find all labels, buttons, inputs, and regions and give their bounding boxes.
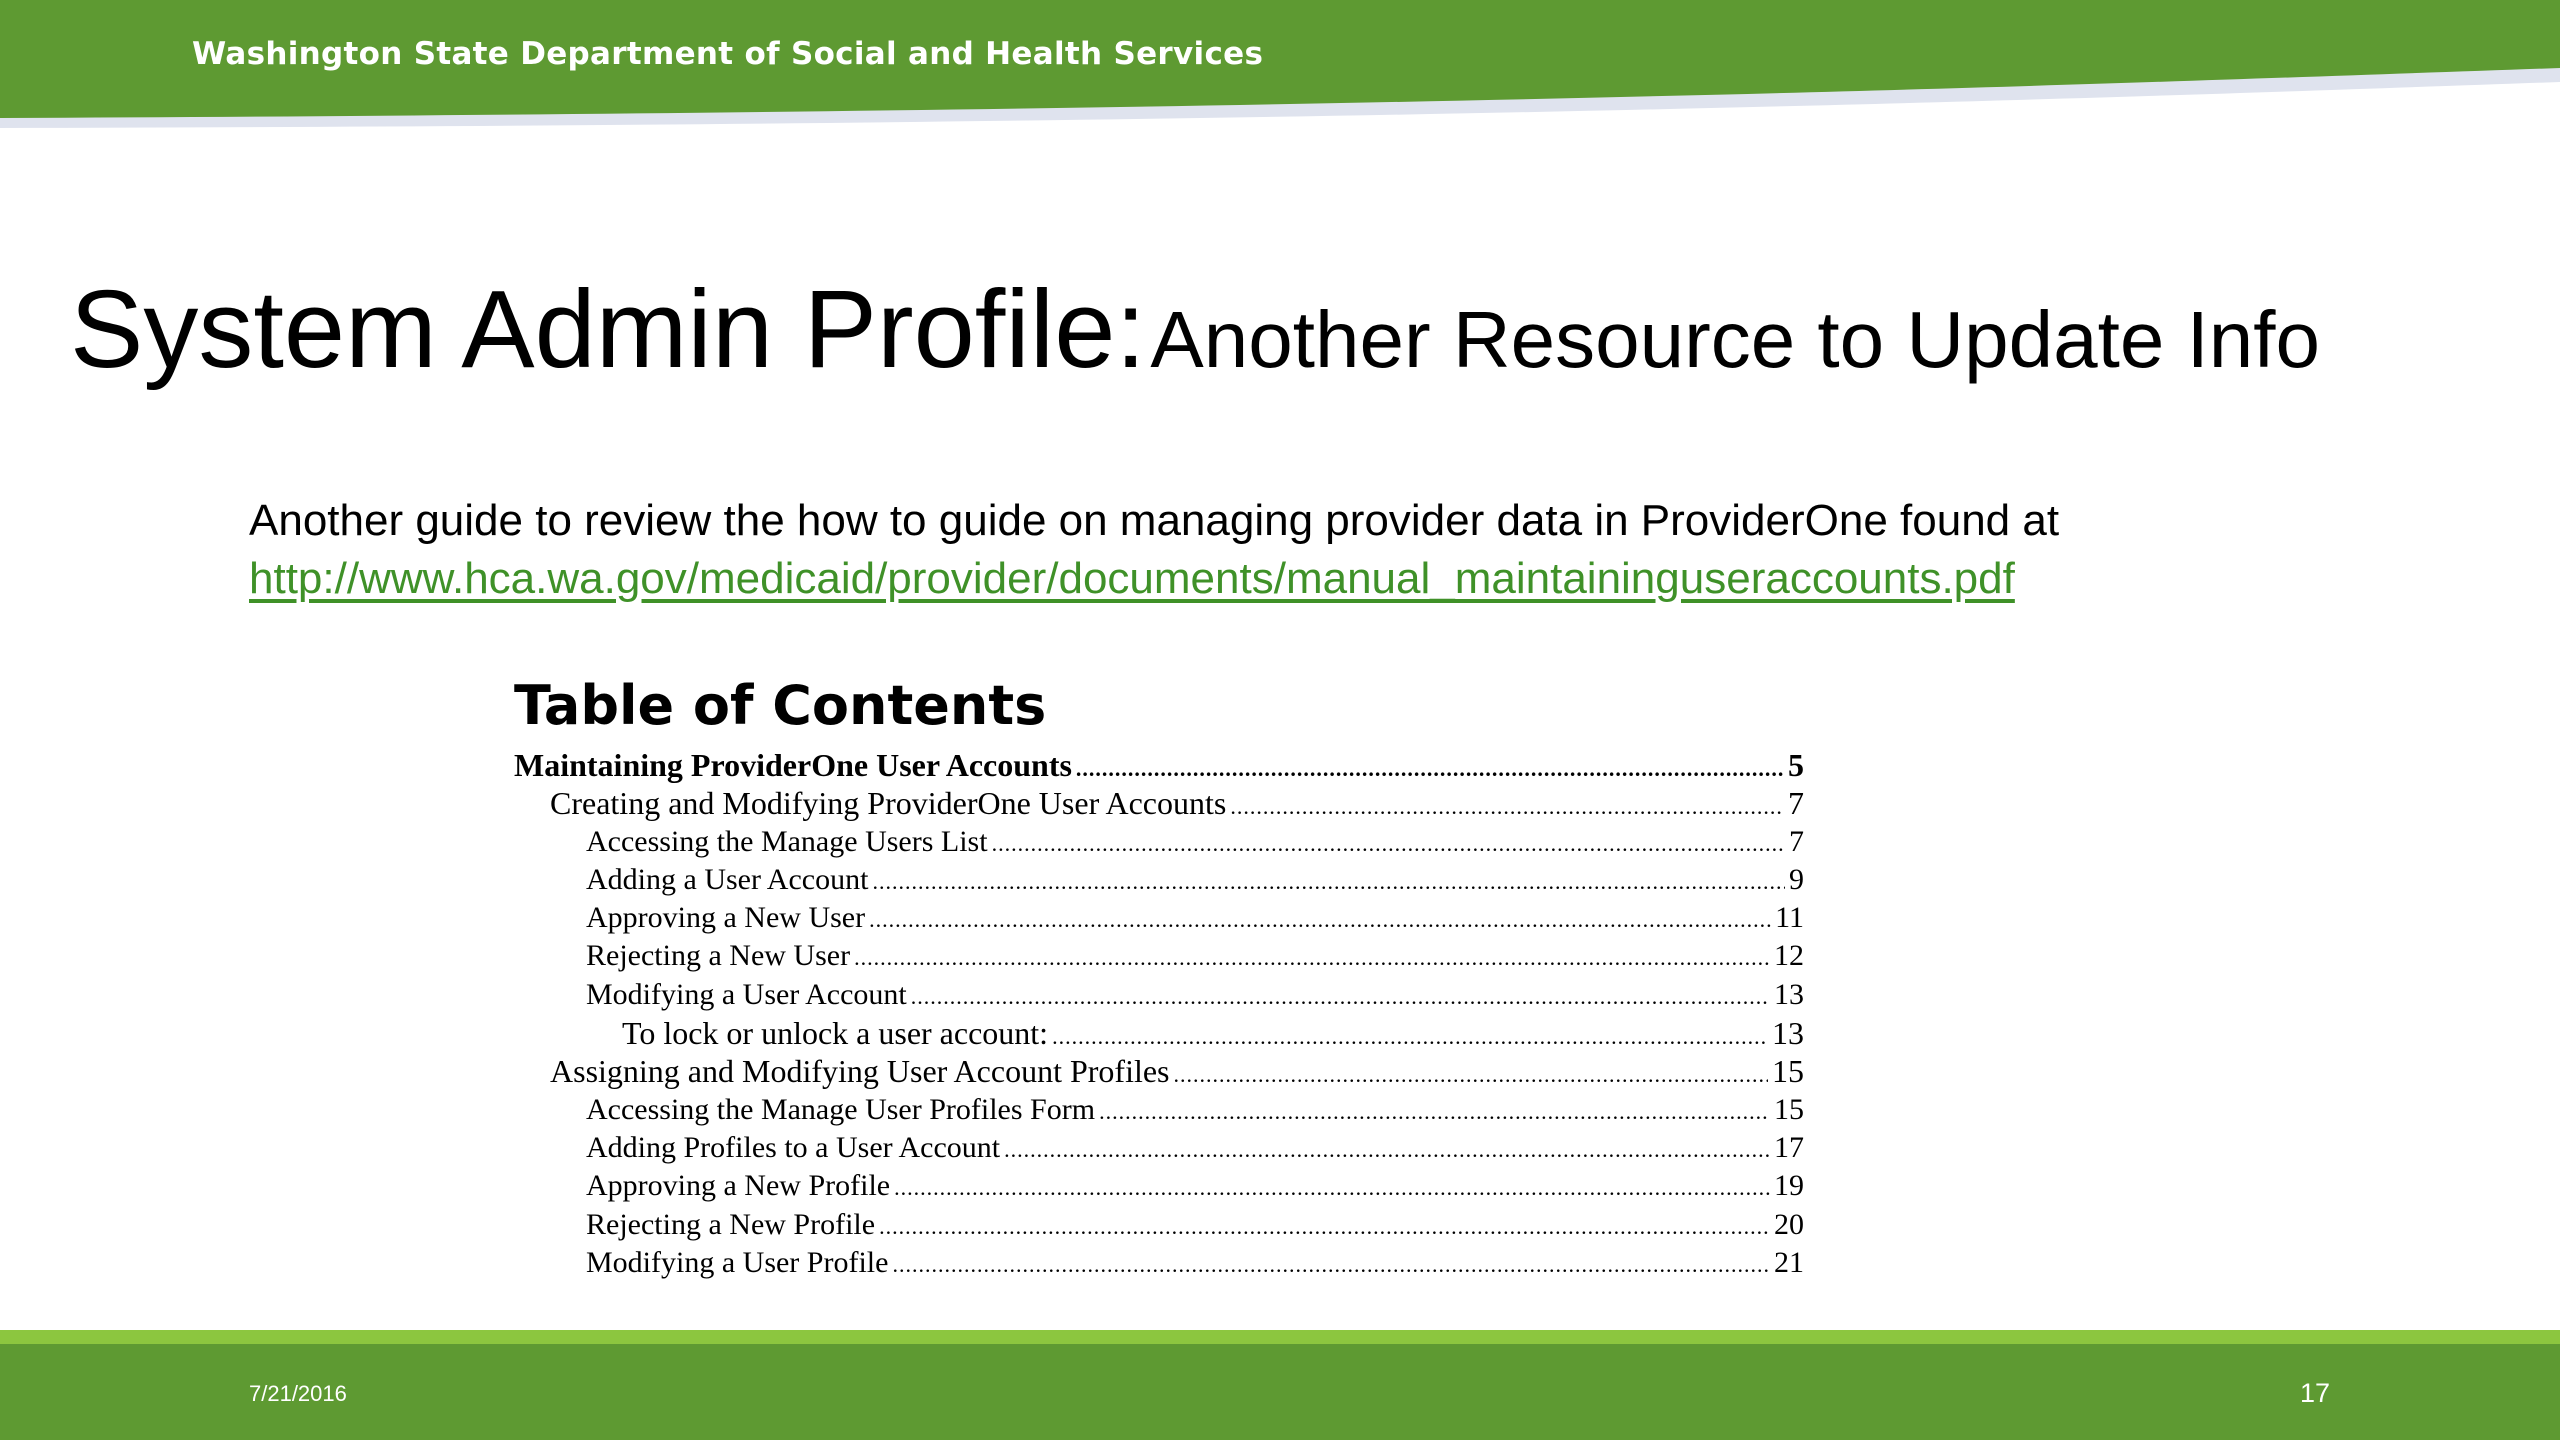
toc-entry <box>514 784 1804 822</box>
slide-title-main: System Admin Profile: <box>70 268 1146 391</box>
toc-dot-leader <box>992 825 1785 863</box>
toc-entry-label: Rejecting a New Profile <box>586 1207 876 1241</box>
toc-entry-page: 11 <box>1775 901 1804 935</box>
toc-entry <box>514 1014 1804 1052</box>
toc-entry-page: 13 <box>1772 1015 1804 1052</box>
toc-entry-page: 5 <box>1788 747 1804 783</box>
toc-dot-leader <box>1076 750 1784 788</box>
toc-entry <box>514 976 1804 1014</box>
manual-link[interactable]: http://www.hca.wa.gov/medicaid/provider/documents/manual_maintaininguseraccounts.pdf <box>249 554 2015 603</box>
toc-entry <box>514 1052 1804 1090</box>
organization-name: Washington State Department of Social and Health Services <box>192 36 1264 72</box>
toc-entry-page: 15 <box>1774 1092 1804 1126</box>
toc-dot-leader <box>869 901 1771 939</box>
slide-number: 17 <box>2299 1378 2330 1408</box>
toc-entry <box>514 861 1804 899</box>
toc-entry-label: Maintaining ProviderOne User Accounts <box>514 747 1072 783</box>
toc-entry-page: 7 <box>1789 824 1804 858</box>
toc-entry-page: 7 <box>1788 785 1804 822</box>
toc-entry-page: 13 <box>1774 977 1804 1011</box>
footer-date: 7/21/2016 <box>249 1381 347 1406</box>
toc-dot-leader <box>1230 788 1784 826</box>
toc-entry-label: Assigning and Modifying User Account Profiles <box>550 1053 1170 1090</box>
toc-entry-label: Rejecting a New User <box>586 939 851 973</box>
toc-entry <box>514 1129 1804 1167</box>
slide-title <box>70 255 2320 405</box>
toc-entry-page: 19 <box>1774 1169 1804 1203</box>
toc-entry-page: 20 <box>1774 1207 1804 1241</box>
toc-entry-page: 9 <box>1789 862 1804 896</box>
toc-entry <box>514 937 1804 975</box>
intro-text: Another guide to review the how to guide on managing provider data in ProviderOne found at <box>249 496 2060 545</box>
toc-entry-page: 15 <box>1772 1053 1804 1090</box>
toc-list <box>514 746 1804 1282</box>
toc-entry <box>514 746 1804 784</box>
toc-entry <box>514 1091 1804 1129</box>
toc-entry-label: Creating and Modifying ProviderOne User Accounts <box>550 785 1227 822</box>
toc-entry <box>514 1167 1804 1205</box>
toc-entry-page: 12 <box>1774 939 1804 973</box>
toc-entry <box>514 1206 1804 1244</box>
header-band <box>0 0 2560 150</box>
toc-entry <box>514 823 1804 861</box>
toc-dot-leader <box>879 1208 1770 1246</box>
footer-accent-stripe <box>0 1330 2560 1344</box>
toc-dot-leader <box>1052 1018 1768 1056</box>
toc-entry-label: Approving a New Profile <box>586 1169 891 1203</box>
toc-dot-leader <box>1174 1056 1769 1094</box>
table-of-contents <box>514 670 1804 1282</box>
toc-entry-label: Adding a User Account <box>586 862 869 896</box>
toc-entry-page: 17 <box>1774 1130 1804 1164</box>
toc-dot-leader <box>854 939 1770 977</box>
toc-dot-leader <box>892 1246 1770 1284</box>
toc-entry-label: Modifying a User Profile <box>586 1245 889 1279</box>
intro-paragraph <box>249 492 2349 608</box>
toc-dot-leader <box>911 978 1770 1016</box>
toc-dot-leader <box>1004 1131 1770 1169</box>
toc-dot-leader <box>1099 1093 1770 1131</box>
toc-entry-label: Accessing the Manage User Profiles Form <box>586 1092 1096 1126</box>
toc-entry-label: Modifying a User Account <box>586 977 907 1011</box>
toc-dot-leader <box>894 1169 1770 1207</box>
slide-title-sub: Another Resource to Update Info <box>1150 295 2320 384</box>
footer-band <box>0 1344 2560 1440</box>
toc-heading: Table of Contents <box>514 674 1047 737</box>
toc-entry <box>514 1244 1804 1282</box>
toc-entry-label: Adding Profiles to a User Account <box>586 1130 1001 1164</box>
toc-dot-leader <box>872 863 1785 901</box>
toc-entry-label: Approving a New User <box>586 901 866 935</box>
toc-entry-label: To lock or unlock a user account: <box>622 1015 1049 1052</box>
toc-entry-label: Accessing the Manage Users List <box>586 824 988 858</box>
toc-entry-page: 21 <box>1774 1245 1804 1279</box>
toc-entry <box>514 899 1804 937</box>
